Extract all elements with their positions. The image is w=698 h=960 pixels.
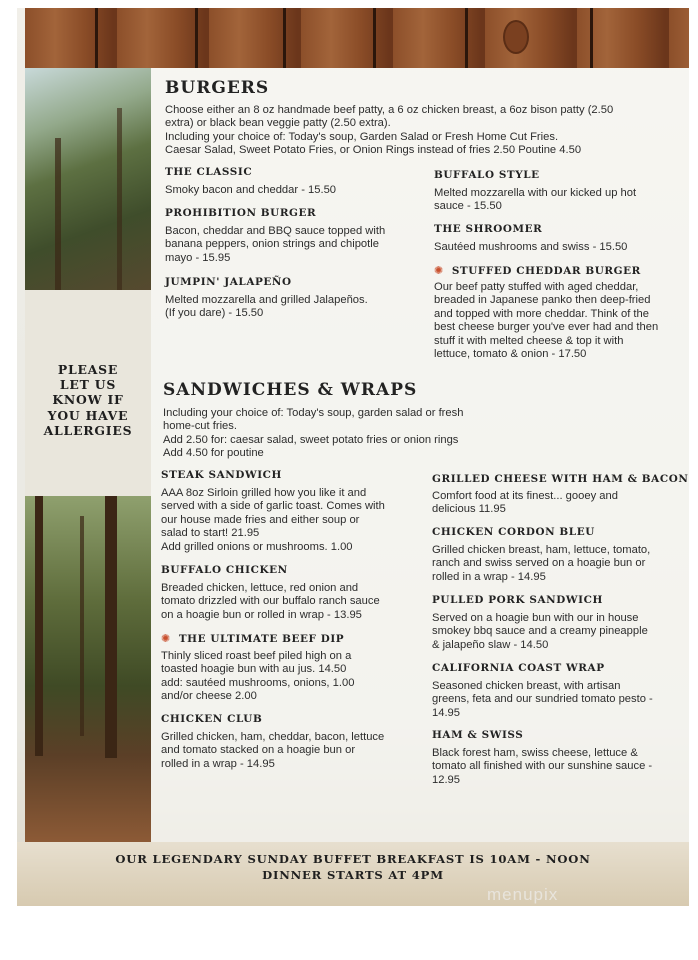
allergy-notice: PLEASE LET US KNOW IF YOU HAVE ALLERGIES <box>43 362 133 438</box>
wood-header <box>25 8 689 68</box>
item-title-stuffed-cheddar: ✺ STUFFED CHEDDAR BURGER <box>434 264 641 277</box>
burgers-intro: Choose either an 8 oz handmade beef patty, a 6 oz chicken breast, a 6oz bison patty (2.50 extra) or black bean veggie patty (2.50 extra). Including your choice of: Today's soup, Garden Salad or Fresh Home Cut Fries. Caesar Salad, Sweet Potato Fries, or Onion Rings instead of fries 2.50 Poutine 4.50 <box>165 104 614 157</box>
item-title-steak: STEAK SANDWICH <box>161 469 282 481</box>
item-title-buffalo-style: BUFFALO STYLE <box>434 169 540 181</box>
item-desc-grilled-cheese: Comfort food at its finest... gooey and delicious 11.95 <box>432 490 618 516</box>
plank-divider <box>95 8 98 68</box>
item-desc-buffalo-style: Melted mozzarella with our kicked up hot sauce - 15.50 <box>434 187 637 213</box>
item-desc-steak: AAA 8oz Sirloin grilled how you like it and served with a side of garlic toast. Comes with our house made fries and either soup or salad to start! 21.95 Add grilled onions or mushrooms. 1.00 <box>161 487 385 553</box>
item-desc-pulled-pork: Served on a hoagie bun with our in house smokey bbq sauce and a creamy pineapple & jalapeño slaw - 14.50 <box>432 612 648 651</box>
plank-divider <box>373 8 376 68</box>
item-title-cordon-bleu: CHICKEN CORDON BLEU <box>432 526 595 538</box>
item-desc-jalapeno: Melted mozzarella and grilled Jalapeños. (If you dare) - 15.50 <box>165 294 368 320</box>
burgers-heading: BURGERS <box>165 78 270 98</box>
plank-divider <box>590 8 593 68</box>
item-title-shroomer: THE SHROOMER <box>434 223 543 235</box>
item-title-ham-swiss: HAM & SWISS <box>432 729 524 741</box>
item-title-beef-dip: ✺ THE ULTIMATE BEEF DIP <box>161 632 345 645</box>
item-title-california-wrap: CALIFORNIA COAST WRAP <box>432 662 605 674</box>
sandwiches-heading: SANDWICHES & WRAPS <box>163 380 418 400</box>
forest-photo-top <box>25 68 151 290</box>
item-title-grilled-cheese: GRILLED CHEESE WITH HAM & BACON <box>432 473 689 485</box>
item-desc-ham-swiss: Black forest ham, swiss cheese, lettuce & tomato all finished with our sunshine sauce - 12.95 <box>432 747 653 786</box>
item-desc-stuffed-cheddar: Our beef patty stuffed with aged cheddar, breaded in Japanese panko then deep-fried and topped with more cheddar. Think of the best cheese burger you've ever had and then stuff it with melted cheese & top it with lettuce, tomato & onion - 17.50 <box>434 281 659 361</box>
item-title-classic: THE CLASSIC <box>165 166 253 178</box>
item-desc-prohibition: Bacon, cheddar and BBQ sauce topped with banana peppers, onion strings and chipotle mayo - 15.95 <box>165 225 386 264</box>
plank-divider <box>283 8 286 68</box>
watermark-logo: menupix <box>487 885 559 904</box>
item-desc-buffalo-chicken: Breaded chicken, lettuce, red onion and tomato drizzled with our buffalo ranch sauce on a hoagie bun or rolled in wrap - 13.95 <box>161 582 380 621</box>
plank-divider <box>465 8 468 68</box>
menu-page <box>17 8 689 906</box>
footer-breakfast-line: OUR LEGENDARY SUNDAY BUFFET BREAKFAST IS 10AM - NOON <box>115 852 591 866</box>
forest-photo-bottom <box>25 496 151 842</box>
item-title-jalapeno: JUMPIN' JALAPEÑO <box>165 276 292 288</box>
sandwiches-intro: Including your choice of: Today's soup, garden salad or fresh home-cut fries. Add 2.50 for: caesar salad, sweet potato fries or onion rings Add 4.50 for poutine <box>163 407 464 460</box>
item-desc-classic: Smoky bacon and cheddar - 15.50 <box>165 184 337 196</box>
item-title-chicken-club: CHICKEN CLUB <box>161 713 263 725</box>
wood-knot <box>503 20 529 54</box>
item-title-pulled-pork: PULLED PORK SANDWICH <box>432 594 603 606</box>
item-desc-shroomer: Sautéed mushrooms and swiss - 15.50 <box>434 241 628 253</box>
plank-divider <box>195 8 198 68</box>
item-desc-cordon-bleu: Grilled chicken breast, ham, lettuce, tomato, ranch and swiss served on a hoagie bun or rolled in a wrap - 14.95 <box>432 544 651 583</box>
item-title-buffalo-chicken: BUFFALO CHICKEN <box>161 564 288 576</box>
item-desc-california-wrap: Seasoned chicken breast, with artisan greens, feta and our sundried tomato pesto - 14.95 <box>432 680 653 719</box>
item-desc-beef-dip: Thinly sliced roast beef piled high on a toasted hoagie bun with au jus. 14.50 add: sautéed mushrooms, onions, 1.00 and/or cheese 2.00 <box>161 650 355 703</box>
star-burst-icon: ✺ <box>161 632 171 645</box>
item-desc-chicken-club: Grilled chicken, ham, cheddar, bacon, lettuce and tomato stacked on a hoagie bun or rolled in a wrap - 14.95 <box>161 731 385 770</box>
footer-dinner-line: DINNER STARTS AT 4PM <box>262 868 444 882</box>
star-burst-icon: ✺ <box>434 264 444 277</box>
item-title-prohibition: PROHIBITION BURGER <box>165 207 317 219</box>
